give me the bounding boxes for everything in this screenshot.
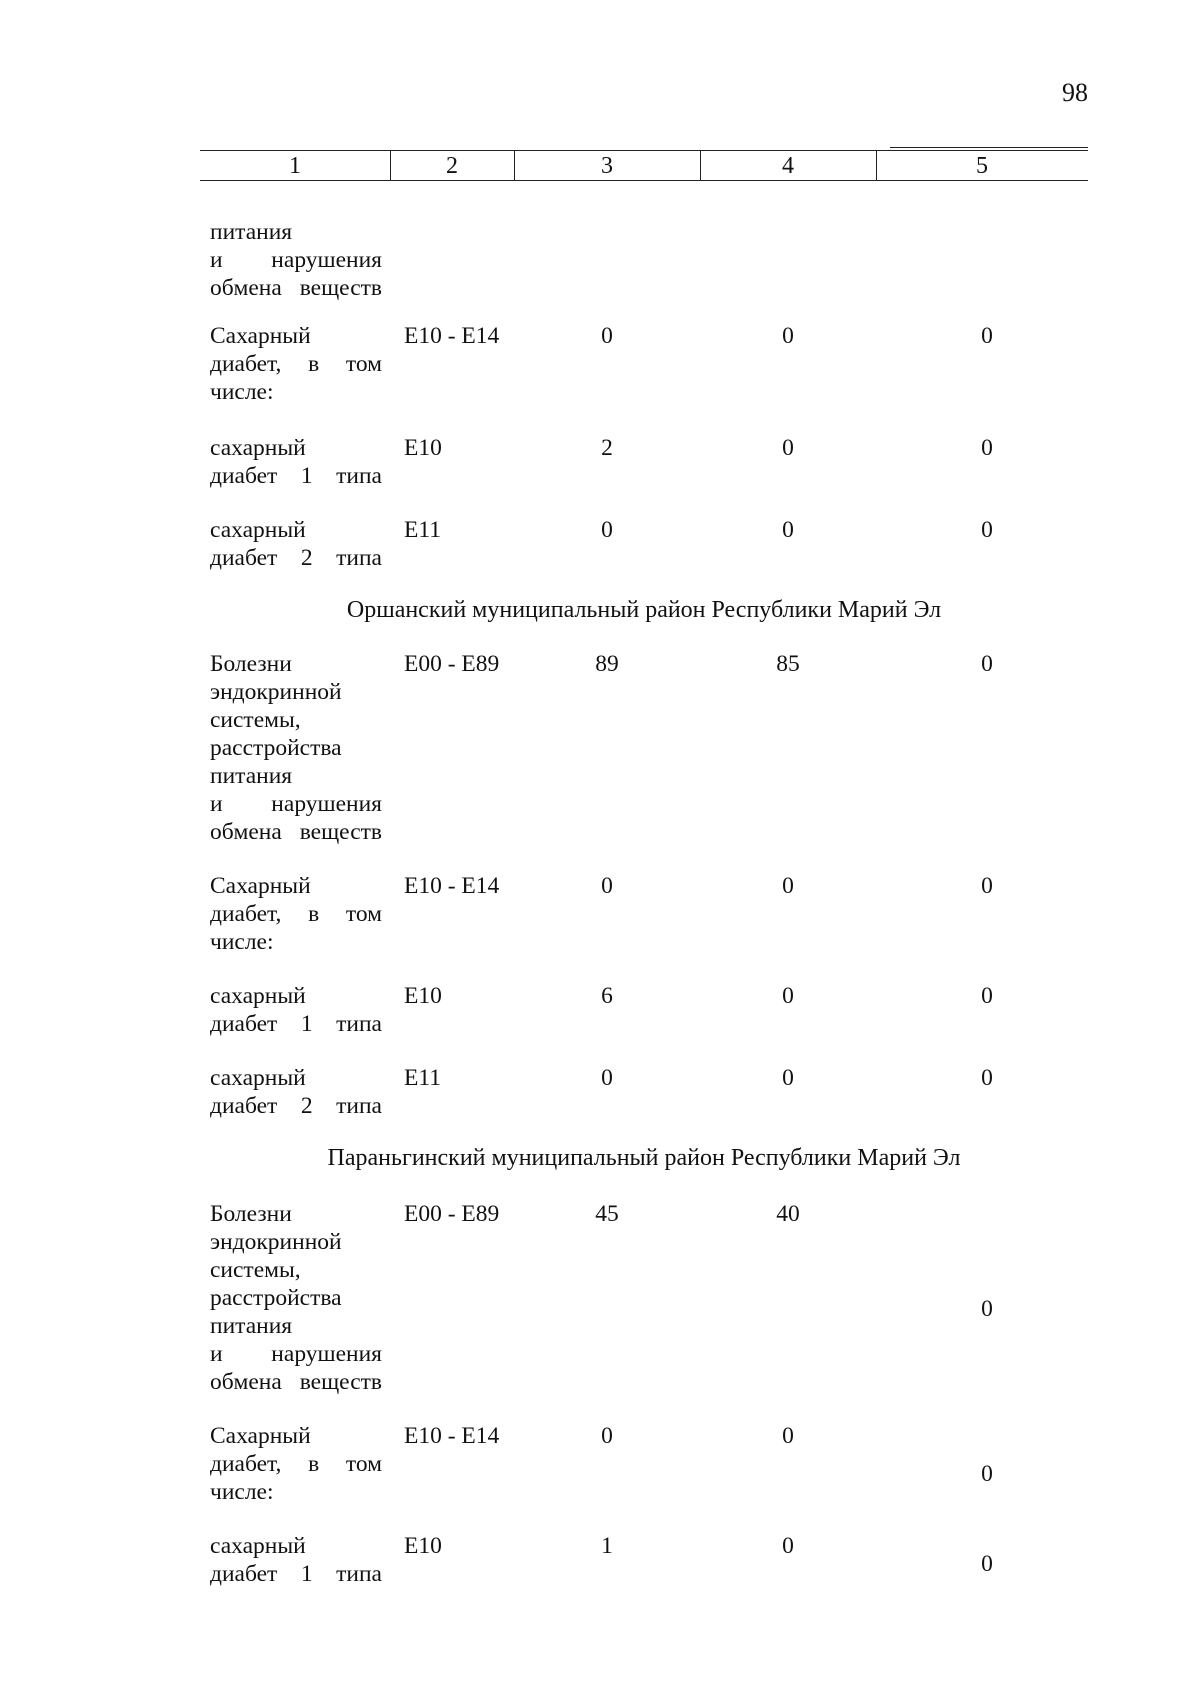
row-value-col-4: 0 (782, 873, 794, 899)
section-heading: Параньгинский муниципальный район Республики Марий Эл (327, 1145, 961, 1171)
row-code: E11 (404, 517, 441, 543)
row-value-col-5: 0 (981, 983, 993, 1009)
row-value-col-5: 0 (981, 651, 993, 677)
row-code: E00 - E89 (404, 1201, 500, 1227)
row-value-col-3: 0 (601, 1065, 613, 1091)
header-col-5: 5 (976, 153, 988, 179)
row-code: E00 - E89 (404, 651, 500, 677)
row-value-col-3: 6 (601, 983, 613, 1009)
row-value-col-4: 0 (782, 517, 794, 543)
table-header (200, 150, 1088, 181)
row-value-col-5: 0 (981, 1065, 993, 1091)
row-code: E10 (404, 983, 442, 1009)
row-label: Сахарный диабет, в том числе: (210, 1423, 382, 1505)
header-top-rule-extension (890, 147, 1088, 148)
row-value-col-5: 0 (981, 517, 993, 543)
row-value-col-4: 0 (782, 1533, 794, 1559)
row-code: E10 (404, 1533, 442, 1559)
row-label: сахарный диабет 2 типа (210, 517, 382, 571)
row-value-col-4: 0 (782, 1065, 794, 1091)
row-label: сахарный диабет 1 типа (210, 435, 382, 489)
row-value-col-3: 1 (601, 1533, 613, 1559)
row-value-col-4: 85 (776, 651, 800, 677)
header-col-2: 2 (446, 153, 458, 179)
row-value-col-3: 0 (601, 323, 613, 349)
row-label: сахарный диабет 1 типа (210, 1533, 382, 1587)
row-value-col-5: 0 (981, 323, 993, 349)
row-value-col-5: 0 (981, 1551, 993, 1577)
row-code: E10 - E14 (404, 1423, 500, 1449)
row-code: E10 (404, 435, 442, 461)
row-value-col-3: 45 (595, 1201, 619, 1227)
row-label: питания и нарушения обмена веществ (210, 219, 382, 301)
row-label: Сахарный диабет, в том числе: (210, 323, 382, 405)
row-label: Болезни эндокринной системы, расстройства питания и нарушения обмена веществ (210, 1201, 382, 1395)
row-value-col-5: 0 (981, 1461, 993, 1487)
row-value-col-4: 0 (782, 435, 794, 461)
row-code: E11 (404, 1065, 441, 1091)
row-value-col-4: 0 (782, 323, 794, 349)
row-value-col-5: 0 (981, 873, 993, 899)
row-value-col-3: 0 (601, 1423, 613, 1449)
row-label: сахарный диабет 2 типа (210, 1065, 382, 1119)
row-value-col-4: 40 (776, 1201, 800, 1227)
row-value-col-5: 0 (981, 1296, 993, 1322)
row-code: E10 - E14 (404, 873, 500, 899)
row-value-col-5: 0 (981, 435, 993, 461)
row-value-col-3: 0 (601, 873, 613, 899)
row-value-col-4: 0 (782, 983, 794, 1009)
section-heading: Оршанский муниципальный район Республики Марий Эл (346, 597, 942, 623)
row-label: Болезни эндокринной системы, расстройства питания и нарушения обмена веществ (210, 651, 382, 845)
row-value-col-3: 89 (595, 651, 619, 677)
row-value-col-3: 0 (601, 517, 613, 543)
header-col-1: 1 (289, 153, 301, 179)
row-label: сахарный диабет 1 типа (210, 983, 382, 1037)
page-number: 98 (1062, 78, 1088, 107)
row-value-col-4: 0 (782, 1423, 794, 1449)
row-label: Сахарный диабет, в том числе: (210, 873, 382, 955)
header-col-4: 4 (782, 153, 794, 179)
header-col-3: 3 (601, 153, 613, 179)
row-code: E10 - E14 (404, 323, 500, 349)
row-value-col-3: 2 (601, 435, 613, 461)
